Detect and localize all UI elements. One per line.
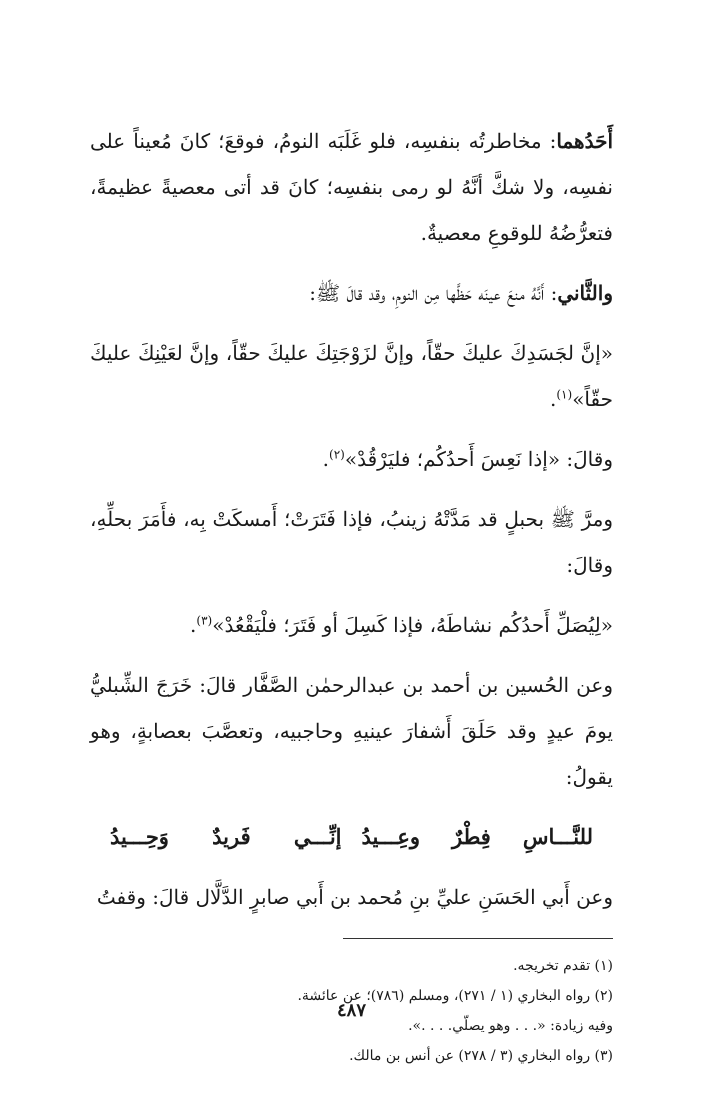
paragraph-lead: أَحَدُهما	[556, 129, 613, 153]
main-text	[90, 118, 613, 800]
footnote-ref-3[interactable]: (٣)	[196, 613, 213, 628]
paragraph-last: وعن أَبي الحَسَنِ عليِّ بنِ مُحمد بن أَبي صابرٍ الدَّلَّال قالَ: وقفتُ	[96, 885, 613, 909]
hadith-1	[90, 330, 613, 422]
paragraph-1	[90, 118, 613, 256]
footnote-ref-1[interactable]: (١)	[556, 387, 573, 402]
paragraph-text: ومرَّ ﷺ بحبلٍ قد مَدَّتْهُ زينبُ، فإذا فَتَرَتْ؛ أَمسكَتْ بِه، فأَمَرَ بحلِّهِ، وقالَ:	[90, 507, 613, 577]
verse-word: للنَّـــاسِ	[522, 824, 593, 849]
verse-word: فَريدٌ	[212, 824, 251, 849]
paragraph-text: : أَنَّهُ منعَ عينَه حَظَّها مِن النومِ، وقد قالَ ﷺ:	[309, 281, 558, 305]
footnote-1: (١) تقدم تخريجه.	[513, 958, 613, 974]
paragraph-text: «إنَّ لجَسَدِكَ عليكَ حقّاً، وإنَّ لزَوْجَتِكَ عليكَ حقّاً، وإنَّ لعَيْنِكَ عليكَ حقّاً»	[90, 341, 613, 411]
paragraph-tail: .	[322, 447, 330, 471]
hadith-3	[90, 602, 613, 648]
verse-right-hemistich	[352, 816, 604, 858]
paragraph-text: وعن الحُسين بن أحمد بن عبدالرحمٰن الصَّفَّار قالَ: خَرَجَ الشِّبليُّ يومَ عيدٍ وقد حَلَقَ أَشفارَ عينيهِ وحاجبيه، وتعصَّبَ بعصابةٍ، وهو يقولُ:	[90, 673, 613, 789]
verse-word: وَحِـــيدُ	[110, 824, 169, 849]
paragraph-rope	[90, 496, 613, 588]
paragraph-text: وقالَ: «إذا نَعِسَ أَحدُكُم؛ فليَرْقُدْ»	[344, 447, 613, 471]
paragraph-tail: .	[190, 613, 197, 637]
footnote-3: (٣) رواه البخاري (٣ / ٢٧٨) عن أنس بن مالك.	[349, 1048, 613, 1064]
paragraph-shibli	[90, 662, 613, 800]
paragraph-tail: .	[550, 387, 557, 411]
page-number: ٤٨٧	[336, 1000, 366, 1021]
page-body	[90, 118, 613, 1071]
paragraph-text: «لِيُصَلِّ أَحدُكُم نشاطَهُ، فإذا كَسِلَ أو فَتَرَ؛ فلْيَقْعُدْ»	[212, 613, 613, 637]
main-text-continued	[90, 874, 613, 920]
verse-word: وعِـــيدُ	[361, 824, 421, 849]
verse-word: فِطْرٌ	[451, 824, 491, 849]
verse-left-hemistich	[100, 816, 352, 858]
footnote-2: (٢) رواه البخاري (١ / ٢٧١)، ومسلم (٧٨٦)؛ عن عائشة.	[297, 988, 613, 1004]
verse-word: إنِّـــي	[293, 824, 342, 849]
paragraph-2	[90, 270, 613, 316]
poetry-verse	[100, 816, 603, 858]
footnote-2-addition: وفيه زيادة: «. . . وهو يصلّي. . . .».	[408, 1018, 613, 1034]
footnote-ref-2[interactable]: (٢)	[329, 447, 345, 462]
paragraph-text: : مخاطرتُه بنفسِه، فلو غَلَبَه النومُ، فوقعَ؛ كانَ مُعيناً على نفسِه، ولا شكَّ أنَّهُ لو رمى بنفسِه؛ كانَ قد أتى معصيةً عظيمةً، فتعرُّضُهُ للوقوعِ معصيةٌ.	[90, 129, 613, 245]
footnote-divider	[343, 938, 613, 939]
hadith-2	[90, 436, 613, 482]
paragraph-lead: والثَّاني	[557, 281, 613, 305]
